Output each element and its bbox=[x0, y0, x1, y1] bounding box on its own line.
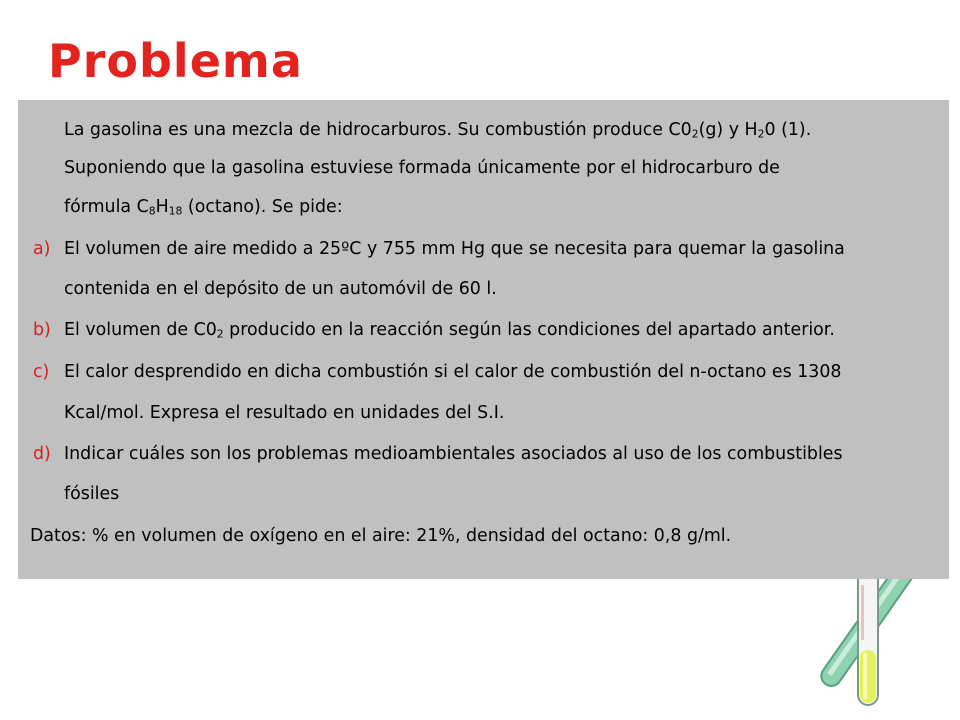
intro-line-3: fórmula $C_8H_{18}$ (octano). Se pide: bbox=[64, 197, 343, 218]
item-a-line-1: El volumen de aire medido a 25ºC y 755 mm Hg que se necesita para quemar la gasolina bbox=[64, 239, 845, 259]
item-a-marker: a) bbox=[33, 239, 51, 259]
item-d-line-1: Indicar cuáles son los problemas medioambientales asociados al uso de los combustibles bbox=[64, 444, 843, 464]
datos-line: Datos: % en volumen de oxígeno en el aire: 21%, densidad del octano: 0,8 g/ml. bbox=[30, 526, 732, 546]
item-b-marker: b) bbox=[33, 320, 51, 340]
item-d-line-2: fósiles bbox=[64, 484, 120, 504]
item-c-line-1: El calor desprendido en dicha combustión si el calor de combustión del n-octano es 1308 bbox=[64, 362, 842, 382]
item-d-marker: d) bbox=[33, 444, 51, 464]
item-b-line-1: El volumen de $C0_2$ producido en la reacción según las condiciones del apartado anterior. bbox=[64, 320, 835, 341]
item-c-line-2: Kcal/mol. Expresa el resultado en unidades del S.I. bbox=[64, 403, 505, 423]
intro-line-1: La gasolina es una mezcla de hidrocarburos. Su combustión produce $C0_2(g)$ y $H_20$ (1). bbox=[64, 120, 812, 141]
item-a-line-2: contenida en el depósito de un automóvil de 60 l. bbox=[64, 279, 497, 299]
slide-title: Problema bbox=[48, 34, 303, 88]
intro-line-2: Suponiendo que la gasolina estuviese formada únicamente por el hidrocarburo de bbox=[64, 158, 780, 178]
item-c-marker: c) bbox=[33, 362, 50, 382]
test-tubes-icon bbox=[800, 555, 920, 715]
